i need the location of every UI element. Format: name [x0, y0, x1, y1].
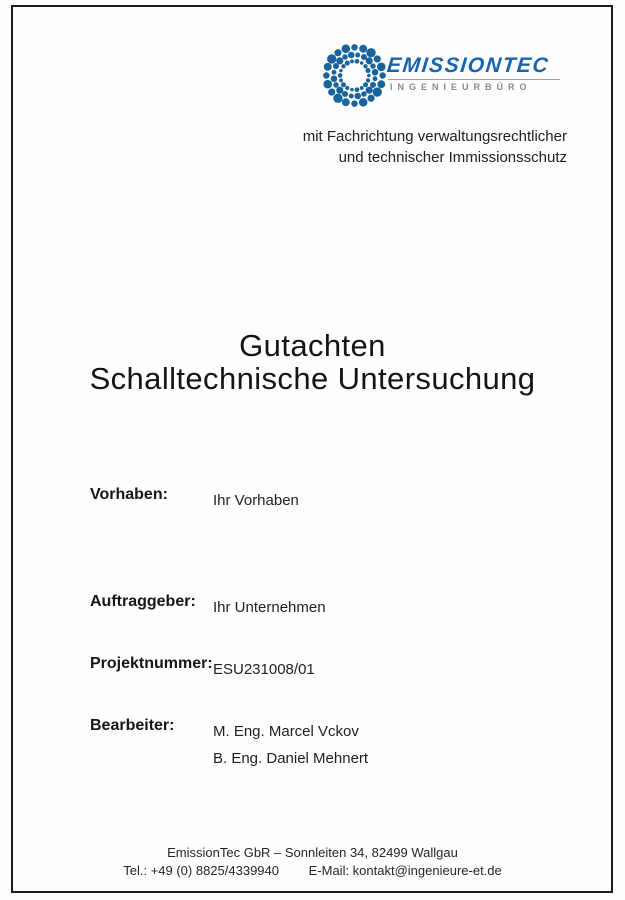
- letterhead-subtitle-line2: und technischer Immissionsschutz: [338, 149, 567, 166]
- field-projektnummer-label: Projektnummer:: [90, 655, 213, 672]
- field-projektnummer-value: ESU231008/01: [213, 661, 315, 678]
- letterhead-subtitle-line1: mit Fachrichtung verwaltungsrechtlicher: [302, 128, 567, 145]
- field-bearbeiter-value-2: B. Eng. Daniel Mehnert: [213, 750, 369, 767]
- letterhead-subtitle: [303, 126, 567, 168]
- logo-tagline: INGENIEURBÜRO: [390, 82, 532, 92]
- logo-divider: [388, 79, 560, 81]
- field-bearbeiter-label: Bearbeiter:: [90, 717, 175, 734]
- field-auftraggeber-label: Auftraggeber:: [90, 593, 196, 610]
- footer-email: E-Mail: kontakt@ingenieure-et.de: [308, 862, 502, 878]
- document-title-line2: Schalltechnische Untersuchung: [89, 361, 536, 396]
- logo-brand-text: EMISSIONTEC: [385, 54, 551, 77]
- page-footer: [0, 844, 625, 879]
- document-title-line1: Gutachten: [239, 328, 386, 363]
- field-vorhaben-label: Vorhaben:: [90, 486, 168, 503]
- field-bearbeiter-values: [213, 718, 368, 772]
- field-vorhaben-value: Ihr Vorhaben: [213, 492, 299, 509]
- field-bearbeiter-value-1: M. Eng. Marcel Vckov: [213, 723, 359, 740]
- footer-contact: [0, 862, 625, 880]
- footer-address: EmissionTec GbR – Sonnleiten 34, 82499 Wallgau: [167, 845, 458, 860]
- logo-dots-icon: [321, 42, 388, 109]
- footer-phone: Tel.: +49 (0) 8825/4339940: [123, 862, 279, 878]
- document-title: [0, 329, 625, 395]
- field-auftraggeber-value: Ihr Unternehmen: [213, 599, 326, 616]
